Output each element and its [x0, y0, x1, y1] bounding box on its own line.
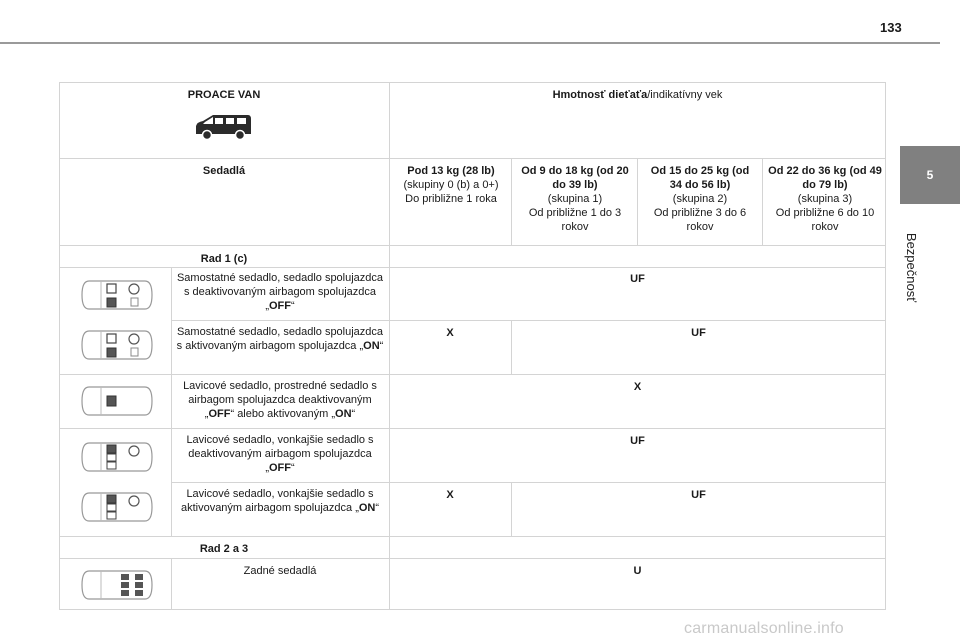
table-divider — [171, 267, 172, 536]
table-divider — [59, 267, 886, 268]
row-value: X — [446, 489, 454, 501]
table-divider — [59, 558, 886, 559]
rear-seats-layout-icon — [79, 566, 155, 604]
row-description: Zadné sedadlá — [243, 565, 317, 577]
table-divider — [389, 82, 390, 610]
row-value: UF — [630, 273, 645, 285]
table-divider — [171, 558, 172, 610]
column-header-c2: Od 9 do 18 kg (od 20 do 39 lb) (skupina 1) Od približne 1 do 3 rokov — [521, 165, 629, 233]
chapter-label: Bezpečnosť — [904, 232, 920, 302]
row-value: UF — [691, 489, 706, 501]
model-name: PROACE VAN — [187, 89, 261, 101]
row-value: UF — [630, 435, 645, 447]
row-value: U — [633, 565, 642, 577]
row-value: X — [446, 327, 454, 339]
column-header-c3: Od 15 do 25 kg (od 34 do 56 lb) (skupina 2) Od približne 3 do 6 rokov — [650, 165, 750, 233]
table-divider — [171, 482, 886, 483]
table-divider — [59, 245, 886, 246]
row-group-title: Rad 1 (c) — [200, 253, 248, 265]
table-divider — [59, 374, 886, 375]
weight-header: Hmotnosť dieťaťa/indikatívny vek — [552, 89, 723, 101]
column-header-c1: Pod 13 kg (28 lb) (skupiny 0 (b) a 0+) Do približne 1 roka — [403, 165, 499, 205]
row-description: Samostatné sedadlo, sedadlo spolujazdca s deaktivovaným airbagom spolujazdca „OFF“ — [176, 272, 384, 312]
row-group-title: Rad 2 a 3 — [199, 543, 249, 555]
column-header-c4: Od 22 do 36 kg (od 49 do 79 lb) (skupina 3) Od približne 6 do 10 rokov — [768, 165, 882, 233]
front-seat-layout-icon — [79, 326, 155, 364]
table-divider — [762, 158, 763, 245]
row-value: UF — [691, 327, 706, 339]
bench-seat-layout-icon — [79, 488, 155, 526]
row-description: Lavicové sedadlo, vonkajšie sedadlo s aktivovaným airbagom spolujazdca „ON“ — [180, 488, 380, 514]
row-description: Lavicové sedadlo, prostredné sedadlo s airbagom spolujazdca deaktivovaným „OFF“ alebo aktivovaným „ON“ — [183, 380, 377, 420]
table-divider — [59, 536, 886, 537]
table-divider — [511, 158, 512, 245]
front-seat-layout-icon — [79, 276, 155, 314]
child-seat-table — [59, 82, 886, 610]
row-description: Lavicové sedadlo, vonkajšie sedadlo s deaktivovaným airbagom spolujazdca „OFF“ — [186, 434, 374, 474]
page-number: 133 — [880, 20, 902, 35]
chapter-number: 5 — [926, 168, 934, 182]
row-value: X — [633, 381, 642, 393]
seats-column-header: Sedadlá — [202, 165, 246, 177]
bench-seat-layout-icon — [79, 438, 155, 476]
chapter-tab[interactable] — [900, 146, 960, 204]
table-divider — [59, 428, 886, 429]
watermark: carmanualsonline.info — [684, 620, 844, 637]
table-divider — [171, 320, 886, 321]
header-rule — [0, 42, 940, 44]
table-divider — [637, 158, 638, 245]
bench-seat-layout-icon — [79, 382, 155, 420]
row-description: Samostatné sedadlo, sedadlo spolujazdca s aktivovaným airbagom spolujazdca „ON“ — [176, 326, 384, 352]
van-icon — [193, 112, 253, 142]
